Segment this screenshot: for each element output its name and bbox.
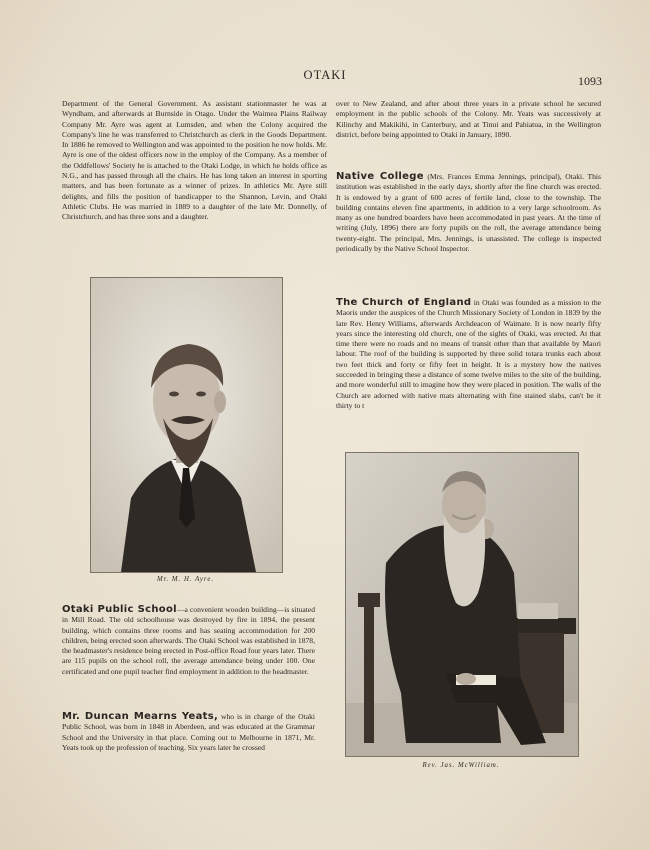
- yeats-section: [62, 712, 315, 753]
- ayre-biography-text: Department of the General Government. As assistant stationmaster he was at Wyndham, and afterwards at Burnside in Otago. Under the Waimea Plains Railway Company Mr. Ayre was agent at Lumsden, and when the Colony acquired the Company's line he was transferred to Christchurch as clerk in the Goods Department. In 1886 he removed to Wellington and was appointed to the position he now holds. Mr. Ayre is one of the oldest officers now in the employ of the Company. As a member of the Oddfellows' Society he is attached to the Otaki Lodge, in which he holds office as N.G., and has passed through all the chairs. He has long taken an interest in sporting matters, and has been fortunate as a winner of prizes. In athletics Mr. Ayre still delights, and fills the position of handicapper to the Shannon, Levin, and Otaki Athletic Clubs. He was married in 1889 to a daughter of the late Mr. Donnelly, of Christchurch, and has three sons and a daughter.: [62, 99, 327, 222]
- church-section: [336, 298, 601, 443]
- yeats-heading: Mr. Duncan Mearns Yeats,: [62, 711, 219, 722]
- public-school-section: [62, 605, 315, 677]
- photo-ayre: [90, 277, 283, 573]
- running-title: OTAKI: [303, 68, 347, 82]
- public-school-body: —a convenient wooden building—is situated in Mill Road. The old schoolhouse was destroyed by fire in 1894, the present building, which contains three rooms and has seating accommodation for 200 children, being erected soon afterwards. The Otaki School was established in 1878, the headmaster's residence being erected in Post-office Road four years later. There are 115 pupils on the school roll, the average attendance being under 100. One certificated and one pupil teacher find employment in addition to the headmaster.: [62, 605, 316, 676]
- native-college-section: [336, 172, 601, 254]
- yeats-body: who is in charge of the Otaki Public School, was born in 1848 in Aberdeen, and was educated at the Grammar School and the University in that place. Coming out to Melbourne in 1871, Mr. Yeats took up the profession of teaching. Six years later he crossed: [62, 712, 315, 752]
- native-college-heading: Native College: [336, 171, 424, 182]
- photo-mcwilliam: [345, 452, 579, 757]
- left-column-top: [62, 99, 327, 223]
- right-column-top: [336, 99, 601, 140]
- caption-mcwilliam: Rev. Jas. McWilliam.: [422, 762, 500, 769]
- native-college-body: (Mrs. Frances Emma Jennings, principal), Otaki. This institution was established in the early days, shortly after the fine church was erected. It is endowed by a grant of 600 acres of fertile land, close to the township. The building contains eleven fine apartments, in addition to a very large schoolroom. As many as one hundred boarders have been accommodated in past years. At the time of writing (July, 1896) there are forty pupils on the roll, the average attendance being twenty-eight. The principal, Mrs. Jennings, is unassisted. The college is inspected periodically by the Native School Inspector.: [336, 172, 601, 254]
- church-body: in Otaki was founded as a mission to the Maoris under the auspices of the Church Missionary Society of London in 1839 by the late Rev. Henry Williams, afterwards Archdeacon of Waimate. It is now nearly fifty years since the interesting old church, one of the sights of Otaki, was erected. At that time there were no roads and no means of transit other than that available by Maori labour. The roof of the building is supported by three solid totara trunks each about two feet thick and forty or fifty feet in height. It is a mystery how the natives succeeded in bringing these a distance of some twelve miles to the site of the building, and more wonderful still to imagine how they were placed in position. The walls of the Church are adorned with native mats alternating with fine stained slabs, can't be it thirty to t: [336, 298, 601, 410]
- page-number: 1093: [578, 74, 602, 88]
- portrait-mcwilliam-image: [346, 453, 578, 756]
- yeats-continued-text: over to New Zealand, and after about three years in a private school he secured employment in the public schools of the Colony. Mr. Yeats was successively at Kilinchy and Makikihi, in Canterbury, and at Tinui and Pahiatua, in the Wellington district, before being appointed to Otaki in January, 1890.: [336, 99, 601, 139]
- church-heading: The Church of England: [336, 298, 472, 308]
- caption-ayre: Mr. M. H. Ayre.: [156, 576, 215, 583]
- portrait-ayre-image: [91, 278, 282, 572]
- public-school-heading: Otaki Public School: [62, 604, 177, 615]
